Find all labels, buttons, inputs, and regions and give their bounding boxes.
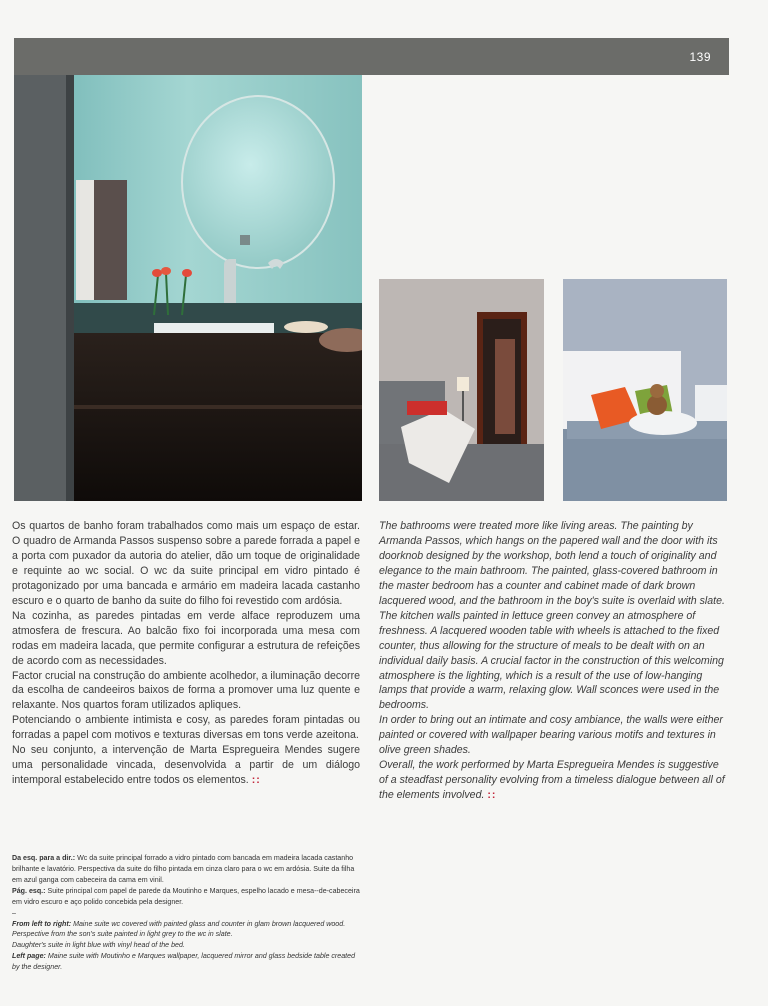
caption-separator: – (12, 908, 16, 917)
end-mark: :: (487, 789, 497, 802)
paragraph: Factor crucial na construção do ambiente acolhedor, a iluminação decorre da escolha de candeeiros baixos de forma a promover uma luz quente e relaxante. Nos quartos foram utilizados apliques. (12, 669, 360, 712)
end-mark: :: (251, 774, 261, 787)
paragraph-text: No seu conjunto, a intervenção de Marta Espregueira Mendes sugere uma personalidade vincada, desenvolvida a partir de um diálogo intemporal estabelecido entre todos os elementos. (12, 744, 360, 787)
caption-en (12, 940, 362, 951)
caption-en (12, 951, 362, 973)
paragraph: Na cozinha, as paredes pintadas em verde alface reproduzem uma atmosfera de frescura. Ao balcão fixo foi incorporada uma mesa com rodas em madeira lacada, que permite configurar a estrutura de refeições de acordo com as necessidades. (12, 609, 360, 667)
paragraph: Potenciando o ambiente intimista e cosy, as paredes foram pintadas ou forradas a papel com motivos e texturas diversas em tons verde azeitona. (12, 714, 360, 742)
paragraph (379, 758, 727, 803)
photo-captions (12, 853, 362, 973)
caption-text: Maine suite with Moutinho e Marques wallpaper, lacquered mirror and glass bedside table created by the designer. (12, 952, 356, 972)
caption-en (12, 919, 362, 941)
paragraph-text: Overall, the work performed by Marta Espregueira Mendes is suggestive of a steadfast personality evolving from a timeless dialogue between all of the elements involved. (379, 759, 725, 802)
english-text (379, 519, 727, 803)
paragraph (12, 743, 360, 788)
caption-pt (12, 886, 362, 908)
header-bar (14, 38, 729, 75)
caption-text: Daughter's suite in light blue with vinyl head of the bed. (12, 941, 185, 950)
paragraph: The bathrooms were treated more like living areas. The painting by Armanda Passos, which hangs on the papered wall and the door with its doorknob designed by the workshop, both lend a touch of originality and elegance to the main bathroom. The painted, glass-covered bathroom in the master bedroom has a counter and cabinet made of dark brown lacquered wood, and the bathroom in the boy's suite is overlaid with slate. (379, 520, 725, 607)
caption-text: Suite principal com papel de parede da Moutinho e Marques, espelho lacado e mesa--de-cabeceira em vidro escuro e aço polido concebida pela designer. (12, 886, 360, 906)
paragraph: The kitchen walls painted in lettuce green convey an atmosphere of freshness. A lacquered wooden table with wheels is attached to the fixed counter, thus allowing for the structure of meals to be dealt with on an individual daily basis. A crucial factor in the construction of this welcoming atmosphere is the lighting, which is a result of the use of low-hanging lamps that provide a warm, relaxing glow. Wall sconces were used in the bedrooms. (379, 609, 724, 712)
caption-label: Da esq. para a dir.: (12, 854, 76, 862)
caption-label: From left to right: (12, 919, 72, 928)
paragraph: Os quartos de banho foram trabalhados como mais um espaço de estar. O quadro de Armanda Passos suspenso sobre a parede forrada a papel e a porta com puxador da autoria do atelier, dão um toque de originalidade e requinte ao wc social. O wc da suite principal em vidro pintado é protagonizado por uma bancada e armário em madeira lacada castanho escuro e o quarto de banho da suite do filho foi revestido com ardósia. (12, 520, 360, 607)
caption-label: Pág. esq.: (12, 886, 46, 895)
portuguese-text (12, 519, 360, 788)
caption-text: Maine suite wc covered with painted glass and counter in glam brown lacquered wood. Perspective from the son's suite painted in light grey to the wc in slate. (12, 919, 346, 939)
photo-main-bathroom (14, 75, 362, 501)
caption-pt (12, 853, 362, 886)
caption-text: Wc da suite principal forrado a vidro pintado com bancada em madeira lacada castanho brilhante e lavatório. Perspectiva da suite do filho pintada em cinza claro para o wc em ardósia. Suite da filha em azul ganga com cabeceira da cama em vinil. (12, 854, 355, 884)
photo-daughter-bedroom (563, 279, 727, 501)
photo-bedroom-doorway (379, 279, 544, 501)
paragraph: In order to bring out an intimate and cosy ambiance, the walls were either painted or covered with wallpaper bearing various motifs and textures in olive green shades. (379, 714, 723, 757)
caption-label: Left page: (12, 952, 46, 961)
page-number: 139 (689, 50, 711, 64)
